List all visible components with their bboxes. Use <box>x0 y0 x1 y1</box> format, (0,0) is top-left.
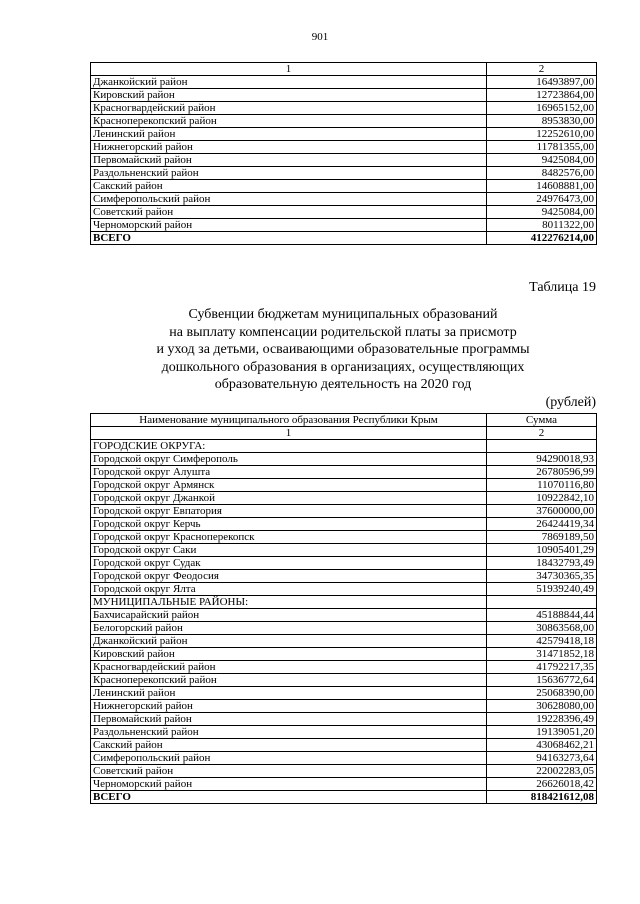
row-amount: 45188844,44 <box>487 609 597 622</box>
page-number: 901 <box>311 31 329 43</box>
table-row <box>91 557 597 570</box>
row-amount: 19228396,49 <box>487 713 597 726</box>
column-number-1: 1 <box>91 427 487 440</box>
row-name: Черноморский район <box>91 219 487 232</box>
row-amount: 15636772,64 <box>487 674 597 687</box>
row-name: Ленинский район <box>91 128 487 141</box>
total-label: ВСЕГО <box>91 791 487 804</box>
header-row <box>91 414 597 427</box>
row-amount: 16493897,00 <box>487 76 597 89</box>
table-row <box>91 128 597 141</box>
continued-table <box>90 62 597 245</box>
row-amount: 51939240,49 <box>487 583 597 596</box>
header-sum: Сумма <box>487 414 597 427</box>
row-amount: 41792217,35 <box>487 661 597 674</box>
table-row <box>91 648 597 661</box>
row-amount: 31471852,18 <box>487 648 597 661</box>
row-amount: 14608881,00 <box>487 180 597 193</box>
table-row <box>91 583 597 596</box>
row-name: Сакский район <box>91 180 487 193</box>
header-name: Наименование муниципального образования Республики Крым <box>91 414 487 427</box>
title-line: на выплату компенсации родительской платы за присмотр <box>169 324 517 340</box>
row-name: Советский район <box>91 206 487 219</box>
row-name: Советский район <box>91 765 487 778</box>
row-amount: 26780596,99 <box>487 466 597 479</box>
row-amount: 34730365,35 <box>487 570 597 583</box>
section-row <box>91 440 597 453</box>
row-amount: 30628080,00 <box>487 700 597 713</box>
table-row <box>91 206 597 219</box>
table-row <box>91 726 597 739</box>
row-name: Городской округ Керчь <box>91 518 487 531</box>
table-row <box>91 492 597 505</box>
row-name: Городской округ Армянск <box>91 479 487 492</box>
row-amount: 8482576,00 <box>487 167 597 180</box>
row-name: Красноперекопский район <box>91 674 487 687</box>
table-row <box>91 167 597 180</box>
table-row <box>91 544 597 557</box>
row-amount: 11781355,00 <box>487 141 597 154</box>
row-amount: 26626018,42 <box>487 778 597 791</box>
table-row <box>91 154 597 167</box>
row-amount: 8011322,00 <box>487 219 597 232</box>
row-amount: 42579418,18 <box>487 635 597 648</box>
table-row <box>91 700 597 713</box>
column-number-row <box>91 63 597 76</box>
table-row <box>91 622 597 635</box>
table-row <box>91 102 597 115</box>
section-title-districts: МУНИЦИПАЛЬНЫЕ РАЙОНЫ: <box>91 596 487 609</box>
column-number-2: 2 <box>487 427 597 440</box>
row-amount: 10905401,29 <box>487 544 597 557</box>
row-name: Джанкойский район <box>91 76 487 89</box>
table-row <box>91 778 597 791</box>
row-amount: 30863568,00 <box>487 622 597 635</box>
table-row <box>91 115 597 128</box>
title-line: дошкольного образования в организациях, осуществляющих <box>161 359 525 375</box>
total-row <box>91 232 597 245</box>
row-name: Городской округ Алушта <box>91 466 487 479</box>
title-line: и уход за детьми, осваивающими образовательные программы <box>156 342 530 357</box>
row-name: Красноперекопский район <box>91 115 487 128</box>
section-title-urban: ГОРОДСКИЕ ОКРУГА: <box>91 440 487 453</box>
row-amount: 9425084,00 <box>487 206 597 219</box>
row-amount: 12723864,00 <box>487 89 597 102</box>
row-name: Раздольненский район <box>91 726 487 739</box>
table-row <box>91 739 597 752</box>
table-row <box>91 687 597 700</box>
table-row <box>91 141 597 154</box>
row-amount: 7869189,50 <box>487 531 597 544</box>
table-row <box>91 661 597 674</box>
row-name: Симферопольский район <box>91 752 487 765</box>
title-line: образовательную деятельность на 2020 год <box>214 377 472 392</box>
row-amount: 94290018,93 <box>487 453 597 466</box>
table-label: Таблица 19 <box>529 280 596 295</box>
row-name: Первомайский район <box>91 713 487 726</box>
row-amount: 24976473,00 <box>487 193 597 206</box>
row-amount: 10922842,10 <box>487 492 597 505</box>
row-name: Первомайский район <box>91 154 487 167</box>
row-name: Городской округ Симферополь <box>91 453 487 466</box>
table-row <box>91 713 597 726</box>
row-name: Кировский район <box>91 89 487 102</box>
row-name: Городской округ Саки <box>91 544 487 557</box>
row-name: Бахчисарайский район <box>91 609 487 622</box>
table-row <box>91 180 597 193</box>
row-amount: 25068390,00 <box>487 687 597 700</box>
row-amount: 19139051,20 <box>487 726 597 739</box>
subvention-table <box>90 413 597 804</box>
title-line: Субвенции бюджетам муниципальных образований <box>188 307 498 322</box>
total-label: ВСЕГО <box>91 232 487 245</box>
row-name: Черноморский район <box>91 778 487 791</box>
total-row <box>91 791 597 804</box>
table-row <box>91 89 597 102</box>
column-number-row <box>91 427 597 440</box>
row-name: Городской округ Судак <box>91 557 487 570</box>
table-row <box>91 453 597 466</box>
row-name: Красногвардейский район <box>91 661 487 674</box>
row-name: Нижнегорский район <box>91 141 487 154</box>
row-amount: 8953830,00 <box>487 115 597 128</box>
table-row <box>91 466 597 479</box>
table-row <box>91 76 597 89</box>
row-amount: 43068462,21 <box>487 739 597 752</box>
row-name: Ленинский район <box>91 687 487 700</box>
table-row <box>91 479 597 492</box>
row-amount: 16965152,00 <box>487 102 597 115</box>
row-amount: 94163273,64 <box>487 752 597 765</box>
total-value: 412276214,00 <box>487 232 597 245</box>
row-amount: 26424419,34 <box>487 518 597 531</box>
section-row <box>91 596 597 609</box>
row-name: Нижнегорский район <box>91 700 487 713</box>
row-name: Городской округ Джанкой <box>91 492 487 505</box>
row-amount: 22002283,05 <box>487 765 597 778</box>
row-amount: 18432793,49 <box>487 557 597 570</box>
table-title <box>90 306 596 394</box>
row-name: Джанкойский район <box>91 635 487 648</box>
table-row <box>91 752 597 765</box>
units-label: (рублей) <box>545 395 596 410</box>
row-name: Городской округ Красноперекопск <box>91 531 487 544</box>
table-row <box>91 635 597 648</box>
table-row <box>91 219 597 232</box>
table-row <box>91 570 597 583</box>
table-row <box>91 193 597 206</box>
row-amount: 11070116,80 <box>487 479 597 492</box>
row-name: Городской округ Феодосия <box>91 570 487 583</box>
row-amount: 37600000,00 <box>487 505 597 518</box>
table-row <box>91 674 597 687</box>
table-row <box>91 531 597 544</box>
row-name: Сакский район <box>91 739 487 752</box>
row-name: Кировский район <box>91 648 487 661</box>
row-name: Раздольненский район <box>91 167 487 180</box>
row-name: Городской округ Ялта <box>91 583 487 596</box>
table-row <box>91 505 597 518</box>
table-row <box>91 609 597 622</box>
column-number-1: 1 <box>91 63 487 76</box>
row-name: Красногвардейский район <box>91 102 487 115</box>
row-name: Симферопольский район <box>91 193 487 206</box>
row-name: Городской округ Евпатория <box>91 505 487 518</box>
table-row <box>91 765 597 778</box>
row-amount: 12252610,00 <box>487 128 597 141</box>
row-name: Белогорский район <box>91 622 487 635</box>
row-amount: 9425084,00 <box>487 154 597 167</box>
table-row <box>91 518 597 531</box>
total-value: 818421612,08 <box>487 791 597 804</box>
column-number-2: 2 <box>487 63 597 76</box>
